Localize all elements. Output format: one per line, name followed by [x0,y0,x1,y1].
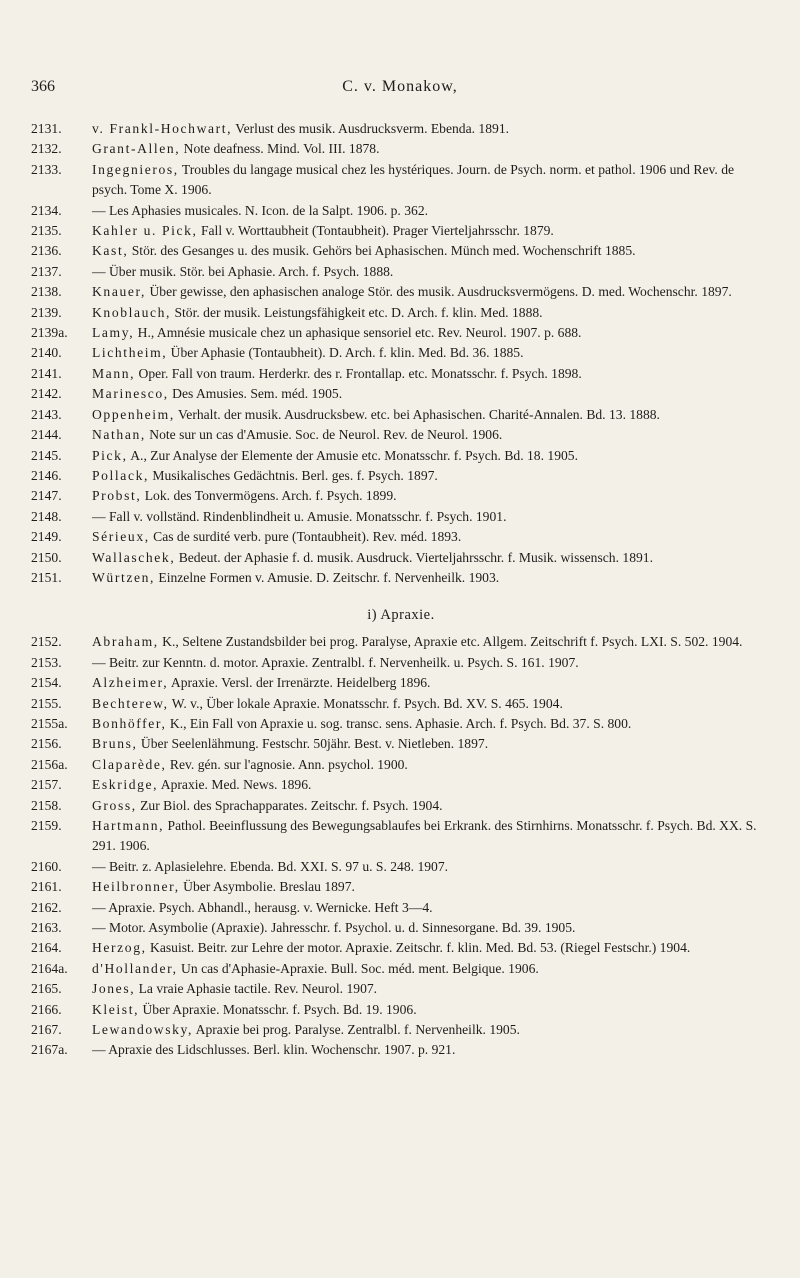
bibliography-entry [31,303,771,323]
entry-citation: Stör. des Gesanges u. des musik. Gehörs bei Aphasischen. Münch med. Wochenschrift 1885. [128,243,636,259]
entry-author: Lewandowsky, [92,1022,193,1038]
bibliography-entry [31,673,771,693]
entry-author: Bruns, [92,736,138,752]
entry-number: 2143. [31,406,62,422]
entry-number: 2151. [31,569,62,585]
entry-text [90,119,771,139]
entry-author: v. Frankl-Hochwart, [92,121,233,136]
entry-citation: Pathol. Beeinflussung des Bewegungsablaufes bei Erkrank. des Stirnhirns. Monatsschr. f. Psych. Bd. XX. S. 291. 1906. [92,818,757,854]
entry-number: 2131. [31,121,62,136]
entry-author: Marinesco, [92,386,169,402]
entry-number: 2149. [31,529,62,545]
bibliography-entry [31,1000,771,1020]
entry-list-amusie [31,119,771,588]
entry-author: Wallaschek, [92,549,176,565]
entry-text [90,979,771,999]
entry-text [90,959,771,979]
bibliography-entry [31,384,771,404]
entry-text [90,796,771,816]
entry-text [90,446,771,466]
entry-number: 2139a. [31,325,68,341]
entry-number: 2154. [31,675,62,691]
entry-number: 2140. [31,345,62,361]
entry-author: Bechterew, [92,695,169,711]
entry-text [90,632,771,652]
bibliography-entry [31,653,771,673]
entry-author: Bonhöffer, [92,715,167,731]
bibliography-entry [31,632,771,652]
entry-text [90,548,771,568]
entry-text [90,139,771,159]
bibliography-entry [31,486,771,506]
bibliography-entry [31,139,771,159]
entry-text [90,323,771,343]
entry-citation: Troubles du langage musical chez les hystériques. Journ. de Psych. norm. et pathol. 1906 und Rev. de psych. Tome X. 1906. [92,161,735,198]
entry-citation: Apraxie bei prog. Paralyse. Zentralbl. f. Nervenheilk. 1905. [193,1022,520,1038]
bibliography-entry [31,343,771,363]
entry-text [90,507,771,527]
entry-citation: Lok. des Tonvermögens. Arch. f. Psych. 1899. [141,488,397,504]
bibliography-entry [31,282,771,302]
entry-text [90,653,771,673]
entry-citation: Note deafness. Mind. Vol. III. 1878. [180,141,380,157]
entry-number: 2167a. [31,1042,68,1058]
entry-citation: — Beitr. z. Aplasielehre. Ebenda. Bd. XXI. S. 97 u. S. 248. 1907. [92,858,449,874]
entry-author: Heilbronner, [92,879,180,895]
entry-citation: A., Zur Analyse der Elemente der Amusie etc. Monatsschr. f. Psych. Bd. 18. 1905. [127,447,578,463]
entry-text [90,568,771,588]
entry-citation: — Über musik. Stör. bei Aphasie. Arch. f. Psych. 1888. [92,263,394,279]
entry-author: Probst, [92,488,142,504]
bibliography-entry [31,979,771,999]
entry-citation: Cas de surdité verb. pure (Tontaubheit). Rev. méd. 1893. [149,529,462,545]
entry-number: 2137. [31,263,62,279]
entry-number: 2142. [31,386,62,402]
entry-number: 2160. [31,858,62,874]
bibliography-entry [31,527,771,547]
entry-author: Eskridge, [92,777,159,793]
entry-text [90,694,771,714]
section-heading: i) Apraxie. [367,607,435,624]
entry-text [90,241,771,261]
entry-author: Pick, [92,447,128,463]
entry-number: 2138. [31,284,62,300]
entry-author: Kast, [92,243,129,259]
entry-number: 2144. [31,427,62,443]
entry-number: 2166. [31,1001,62,1017]
entry-citation: Musikalisches Gedächtnis. Berl. ges. f. Psych. 1897. [148,467,438,483]
entry-text [90,527,771,547]
entry-citation: Note sur un cas d'Amusie. Soc. de Neurol. Rev. de Neurol. 1906. [145,427,503,443]
entry-number: 2164. [31,940,62,956]
entry-text [90,734,771,754]
entry-author: Sérieux, [92,529,150,545]
bibliography-entry [31,857,771,877]
entry-text [90,1000,771,1020]
entry-text [90,160,771,201]
bibliography [31,119,771,1061]
entry-author: Kahler u. Pick, [92,223,198,239]
entry-author: Hartmann, [92,818,165,833]
entry-author: Grant-Allen, [92,141,181,157]
bibliography-entry [31,201,771,221]
entry-text [90,262,771,282]
entry-number: 2146. [31,467,62,483]
bibliography-entry [31,364,771,384]
entry-citation: Oper. Fall von traum. Herderkr. des r. Frontallap. etc. Monatsschr. f. Psych. 1898. [135,365,582,381]
bibliography-entry [31,1020,771,1040]
bibliography-entry [31,755,771,775]
entry-citation: — Fall v. vollständ. Rindenblindheit u. Amusie. Monatsschr. f. Psych. 1901. [92,508,507,524]
bibliography-entry [31,221,771,241]
bibliography-entry [31,262,771,282]
bibliography-entry [31,241,771,261]
entry-citation: Einzelne Formen v. Amusie. D. Zeitschr. f. Nervenheilk. 1903. [155,569,500,585]
entry-text [90,303,771,323]
entry-number: 2139. [31,304,62,320]
entry-number: 2155. [31,695,62,711]
running-head: C. v. Monakow, [342,78,458,95]
entry-author: Würtzen, [92,569,155,585]
bibliography-entry [31,425,771,445]
entry-text [90,775,771,795]
bibliography-entry [31,694,771,714]
entry-text [90,857,771,877]
entry-citation: Über Asymbolie. Breslau 1897. [179,879,355,895]
bibliography-entry [31,898,771,918]
entry-number: 2163. [31,920,62,936]
entry-text [90,343,771,363]
entry-author: Mann, [92,365,136,381]
entry-citation: W. v., Über lokale Apraxie. Monatsschr. f. Psych. Bd. XV. S. 465. 1904. [168,695,563,711]
entry-list-apraxie [31,632,771,1061]
entry-number: 2134. [31,202,62,218]
entry-author: Gross, [92,797,137,813]
entry-text [90,673,771,693]
entry-author: Pollack, [92,467,149,483]
entry-number: 2167. [31,1022,62,1038]
entry-text [90,282,771,302]
bibliography-entry [31,568,771,588]
bibliography-entry [31,775,771,795]
bibliography-entry [31,405,771,425]
entry-text [90,1040,771,1060]
entry-text [90,201,771,221]
bibliography-entry [31,119,771,139]
entry-author: Nathan, [92,427,146,443]
entry-number: 2158. [31,797,62,813]
bibliography-entry [31,734,771,754]
entry-text [90,221,771,241]
bibliography-entry [31,446,771,466]
entry-citation: Apraxie. Versl. der Irrenärzte. Heidelberg 1896. [168,675,431,691]
entry-number: 2145. [31,447,62,463]
entry-text [90,918,771,938]
entry-author: Abraham, [92,634,159,650]
entry-text [90,877,771,897]
entry-text [90,714,771,734]
entry-citation: Rev. gén. sur l'agnosie. Ann. psychol. 1900. [166,756,408,772]
entry-citation: Kasuist. Beitr. zur Lehre der motor. Apraxie. Zeitschr. f. klin. Med. Bd. 53. (Riegel Festschr.) 1904. [146,940,691,956]
entry-author: Oppenheim, [92,406,175,422]
entry-number: 2157. [31,777,62,793]
bibliography-entry [31,714,771,734]
bibliography-entry [31,918,771,938]
entry-text [90,1020,771,1040]
entry-number: 2165. [31,981,62,997]
entry-text [90,405,771,425]
bibliography-entry [31,938,771,958]
page-header [0,78,800,102]
entry-citation: Bedeut. der Aphasie f. d. musik. Ausdruck. Vierteljahrsschr. f. Musik. wissensch. 1891. [175,549,653,565]
entry-text [90,938,771,958]
bibliography-entry [31,796,771,816]
entry-citation: K., Seltene Zustandsbilder bei prog. Paralyse, Apraxie etc. Allgem. Zeitschrift f. Psych. LXI. S. 502. 1904. [158,634,743,650]
entry-author: Alzheimer, [92,675,169,691]
entry-citation: Über gewisse, den aphasischen analoge Stör. des musik. Ausdrucksvermögens. D. med. Wochenschr. 1897. [146,284,732,300]
entry-text [90,486,771,506]
entry-citation: — Apraxie des Lidschlusses. Berl. klin. Wochenschr. 1907. p. 921. [92,1042,456,1058]
entry-text [90,898,771,918]
entry-number: 2156. [31,736,62,752]
bibliography-entry [31,466,771,486]
entry-author: Jones, [92,981,136,997]
entry-number: 2147. [31,488,62,504]
bibliography-entry [31,877,771,897]
bibliography-entry [31,816,771,857]
entry-number: 2132. [31,141,62,157]
bibliography-entry [31,323,771,343]
entry-number: 2152. [31,634,62,650]
entry-number: 2162. [31,899,62,915]
entry-citation: Verlust des musik. Ausdrucksverm. Ebenda. 1891. [232,121,510,136]
entry-citation: Über Aphasie (Tontaubheit). D. Arch. f. klin. Med. Bd. 36. 1885. [167,345,524,361]
entry-author: Lamy, [92,325,135,341]
entry-text [90,364,771,384]
entry-citation: Apraxie. Med. News. 1896. [158,777,312,793]
entry-citation: Un cas d'Aphasie-Apraxie. Bull. Soc. méd. ment. Belgique. 1906. [177,960,539,976]
entry-text [90,425,771,445]
entry-citation: — Motor. Asymbolie (Apraxie). Jahresschr. f. Psychol. u. d. Sinnesorgane. Bd. 39. 1905. [92,920,576,936]
entry-citation: Des Amusies. Sem. méd. 1905. [168,386,343,402]
bibliography-entry [31,959,771,979]
entry-number: 2150. [31,549,62,565]
entry-text [90,816,771,857]
entry-citation: Zur Biol. des Sprachapparates. Zeitschr. f. Psych. 1904. [136,797,443,813]
entry-author: Ingegnieros, [92,161,179,177]
entry-number: 2135. [31,223,62,239]
entry-citation: — Les Aphasies musicales. N. Icon. de la Salpt. 1906. p. 362. [92,202,429,218]
entry-citation: Über Apraxie. Monatsschr. f. Psych. Bd. 19. 1906. [139,1001,417,1017]
entry-text [90,466,771,486]
entry-citation: Fall v. Worttaubheit (Tontaubheit). Prager Vierteljahrsschr. 1879. [197,223,554,239]
entry-author: d'Hollander, [92,960,178,976]
entry-text [90,384,771,404]
bibliography-entry [31,507,771,527]
entry-number: 2133. [31,161,62,177]
entry-number: 2155a. [31,715,68,731]
entry-author: Lichtheim, [92,345,168,361]
entry-author: Knoblauch, [92,304,172,320]
entry-citation: — Apraxie. Psych. Abhandl., herausg. v. Wernicke. Heft 3—4. [92,899,433,915]
entry-number: 2141. [31,365,62,381]
entry-number: 2153. [31,654,62,670]
entry-citation: — Beitr. zur Kenntn. d. motor. Apraxie. Zentralbl. f. Nervenheilk. u. Psych. S. 161. 1907. [92,654,579,670]
entry-number: 2148. [31,508,62,524]
entry-text [90,755,771,775]
entry-citation: Verhalt. der musik. Ausdrucksbew. etc. bei Aphasischen. Charité-Annalen. Bd. 13. 1888. [174,406,660,422]
entry-citation: Über Seelenlähmung. Festschr. 50jähr. Best. v. Nietleben. 1897. [137,736,489,752]
entry-author: Claparède, [92,756,167,772]
page-number: 366 [31,78,55,95]
entry-number: 2159. [31,818,62,833]
bibliography-entry [31,1040,771,1060]
entry-author: Kleist, [92,1001,140,1017]
entry-citation: K., Ein Fall von Apraxie u. sog. transc. sens. Aphasie. Arch. f. Psych. Bd. 37. S. 800. [166,715,632,731]
bibliography-entry [31,160,771,201]
entry-author: Knauer, [92,284,147,300]
entry-citation: Stör. der musik. Leistungsfähigkeit etc. D. Arch. f. klin. Med. 1888. [171,304,543,320]
entry-citation: La vraie Aphasie tactile. Rev. Neurol. 1907. [135,981,378,997]
entry-number: 2161. [31,879,62,895]
entry-number: 2156a. [31,756,68,772]
bibliography-entry [31,548,771,568]
entry-author: Herzog, [92,940,147,956]
entry-number: 2164a. [31,960,68,976]
entry-number: 2136. [31,243,62,259]
entry-citation: H., Amnésie musicale chez un aphasique sensoriel etc. Rev. Neurol. 1907. p. 688. [134,325,582,341]
